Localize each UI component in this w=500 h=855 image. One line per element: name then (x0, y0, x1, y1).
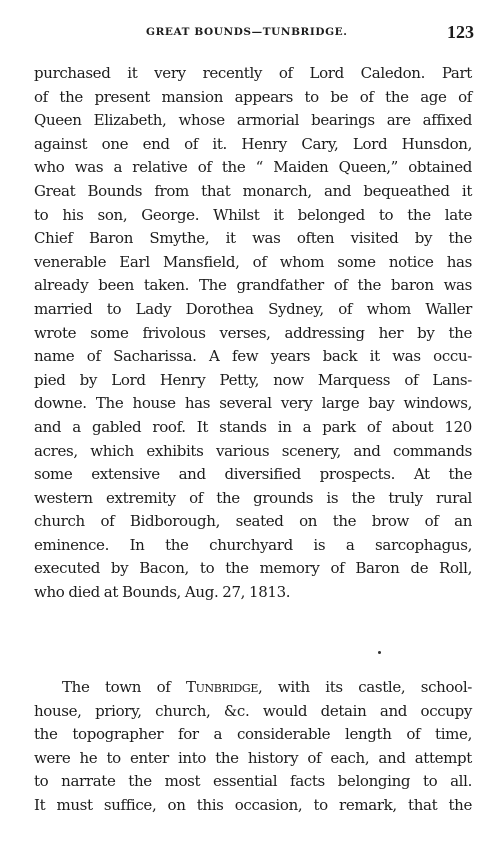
text-line: were he to enter into the history of each, and attempt (34, 748, 472, 767)
text-line: pied by Lord Henry Petty, now Marquess of Lans- (34, 370, 472, 389)
text-line: executed by Bacon, to the memory of Baron de Roll, (34, 559, 472, 578)
text-line: church of Bidborough, seated on the brow of an (34, 512, 472, 531)
text-line: name of Sacharissa. A few years back it was occu- (34, 347, 472, 366)
text-line: to his son, George. Whilst it belonged to the late (34, 205, 472, 224)
text-line: eminence. In the churchyard is a sarcophagus, (34, 535, 472, 554)
text-run: The town of (62, 678, 171, 696)
text-line: and a gabled roof. It stands in a park of about 120 (34, 417, 472, 436)
text-line: wrote some frivolous verses, addressing her by the (34, 323, 472, 342)
text-line: purchased it very recently of Lord Caledon. Part (34, 64, 472, 82)
text-line (34, 676, 472, 700)
text-line: against one end of it. Henry Cary, Lord Hunsdon, (34, 134, 472, 153)
text-line: of the present mansion appears to be of the age of (34, 87, 472, 106)
text-run: , with its castle, school- (258, 678, 473, 696)
text-line: who was a relative of the “ Maiden Queen,” obtained (34, 158, 472, 177)
page-number: 123 (447, 22, 474, 42)
text-line: It must suffice, on this occasion, to remark, that the (34, 795, 472, 814)
text-line: who died at Bounds, Aug. 27, 1813. (34, 583, 291, 602)
text-line: Great Bounds from that monarch, and bequeathed it (34, 181, 472, 200)
text-line: Queen Elizabeth, whose armorial bearings are affixed (34, 111, 472, 130)
text-line: venerable Earl Mansfield, of whom some notice has (34, 252, 472, 271)
place-name-tunbridge: Tunbridge (185, 678, 259, 696)
text-line: western extremity of the grounds is the truly rural (34, 488, 472, 507)
text-line: house, priory, church, &c. would detain and occupy (34, 701, 472, 720)
print-speck (378, 651, 381, 654)
text-line: downe. The house has several very large bay windows, (34, 394, 472, 413)
running-head (34, 22, 474, 44)
text-line: already been taken. The grandfather of the baron was (34, 276, 472, 295)
text-line: Chief Baron Smythe, it was often visited by the (34, 229, 472, 248)
paragraph-great-bounds (34, 62, 472, 605)
text-line: to narrate the most essential facts belonging to all. (34, 772, 472, 791)
text-line: the topographer for a considerable length of time, (34, 725, 472, 744)
running-title: GREAT BOUNDS—TUNBRIDGE. (146, 26, 348, 38)
text-line: some extensive and diversified prospects. At the (34, 465, 472, 484)
paragraph-tunbridge (34, 676, 472, 818)
text-line: acres, which exhibits various scenery, and commands (34, 441, 472, 460)
text-line: married to Lady Dorothea Sydney, of whom Waller (34, 299, 472, 318)
